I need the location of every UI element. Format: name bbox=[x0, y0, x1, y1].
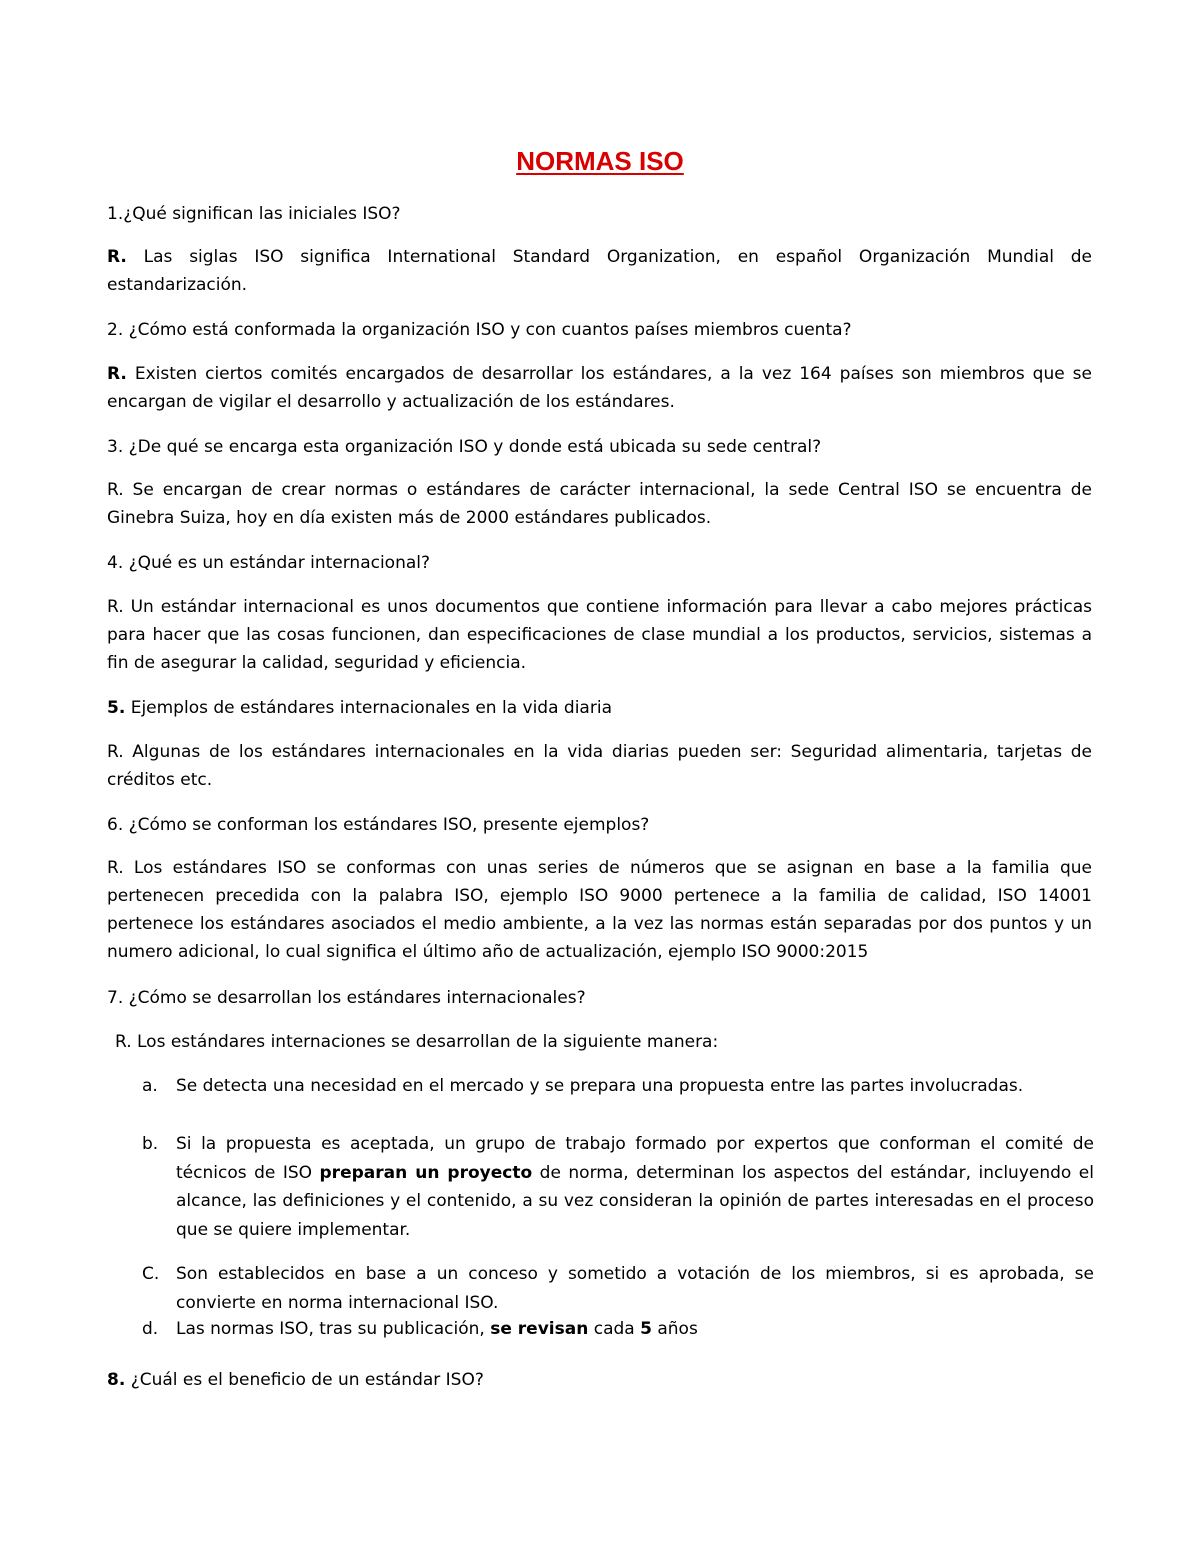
question-8 bbox=[107, 1366, 1092, 1394]
list-item-label: d. bbox=[142, 1319, 159, 1339]
list-item bbox=[0, 1315, 1200, 1345]
question-2-text: 2. ¿Cómo está conformada la organización ISO y con cuantos países miembros cuenta? bbox=[107, 320, 852, 340]
answer-3-text: R. Se encargan de crear normas o estándares de carácter internacional, la sede Central ISO se encuentra de Ginebra Suiza, hoy en día existen más de 2000 estándares publicados. bbox=[107, 480, 1092, 528]
answer-2-text: Existen ciertos comités encargados de desarrollar los estándares, a la vez 164 países son miembros que se encargan de vigilar el desarrollo y actualización de los estándares. bbox=[107, 364, 1092, 412]
question-8-number: 8. bbox=[107, 1370, 126, 1390]
answer-1 bbox=[107, 243, 1092, 299]
question-2 bbox=[107, 316, 1092, 344]
question-5-text: Ejemplos de estándares internacionales en la vida diaria bbox=[125, 698, 612, 718]
list-item-text-part: Si la propuesta es aceptada, un grupo de trabajo formado por expertos que conforman el comité de técnicos de ISO bbox=[176, 1134, 1094, 1183]
answer-7-intro bbox=[115, 1028, 1092, 1056]
list-item-bold-text: se revisan bbox=[490, 1319, 589, 1339]
list-item bbox=[0, 1260, 1200, 1318]
question-1 bbox=[107, 200, 1092, 228]
list-item-text bbox=[176, 1315, 1094, 1344]
question-6-text: 6. ¿Cómo se conforman los estándares ISO, presente ejemplos? bbox=[107, 815, 650, 835]
answer-6 bbox=[107, 854, 1092, 966]
list-item-label: a. bbox=[142, 1076, 158, 1096]
question-3 bbox=[107, 433, 1092, 461]
list-item-bold-text: 5 bbox=[640, 1319, 652, 1339]
list-item-text bbox=[176, 1130, 1094, 1244]
list-item-text: Se detecta una necesidad en el mercado y se prepara una propuesta entre las partes involucradas. bbox=[176, 1076, 1024, 1096]
answer-7-intro-text: R. Los estándares internaciones se desarrollan de la siguiente manera: bbox=[115, 1032, 719, 1052]
question-4 bbox=[107, 549, 1092, 577]
list-item-text-part: años bbox=[651, 1319, 698, 1339]
list-item-text-part: cada bbox=[588, 1319, 641, 1339]
question-7 bbox=[107, 984, 1092, 1012]
question-4-text: 4. ¿Qué es un estándar internacional? bbox=[107, 553, 431, 573]
list-item-text: Son establecidos en base a un conceso y sometido a votación de los miembros, si es aprobada, se convierte en norma internacional ISO. bbox=[176, 1264, 1094, 1313]
answer-3 bbox=[107, 476, 1092, 532]
question-6 bbox=[107, 811, 1092, 839]
question-3-text: 3. ¿De qué se encarga esta organización ISO y donde está ubicada su sede central? bbox=[107, 437, 822, 457]
answer-4 bbox=[107, 593, 1092, 677]
question-8-text: ¿Cuál es el beneficio de un estándar ISO? bbox=[125, 1370, 484, 1390]
answer-1-text: Las siglas ISO significa International Standard Organization, en español Organización Mundial de estandarización. bbox=[107, 247, 1092, 295]
answer-5 bbox=[107, 738, 1092, 794]
answer-5-text: R. Algunas de los estándares internacionales en la vida diarias pueden ser: Seguridad alimentaria, tarjetas de créditos etc. bbox=[107, 742, 1092, 790]
list-item-text-part: Las normas ISO, tras su publicación, bbox=[176, 1319, 491, 1339]
list-item bbox=[0, 1072, 1200, 1102]
list-item-bold-text: preparan un proyecto bbox=[319, 1162, 533, 1183]
question-7-text: 7. ¿Cómo se desarrollan los estándares internacionales? bbox=[107, 988, 586, 1008]
answer-4-text: R. Un estándar internacional es unos documentos que contiene información para llevar a cabo mejores prácticas para hacer que las cosas funcionen, dan especificaciones de clase mundial a los productos, servicios, sistemas a fin de asegurar la calidad, seguridad y eficiencia. bbox=[107, 597, 1092, 673]
question-5-number: 5. bbox=[107, 698, 126, 718]
list-item-label: b. bbox=[142, 1134, 159, 1154]
question-1-text: 1.¿Qué significan las iniciales ISO? bbox=[107, 204, 401, 224]
document-title: NORMAS ISO bbox=[516, 146, 684, 176]
list-item-text-part: de norma, determinan los aspectos del estándar, incluyendo el alcance, las definiciones y el contenido, a su vez consideran la opinión de partes interesadas en el proceso que se quiere implementar. bbox=[176, 1162, 1094, 1240]
answer-2-prefix: R. bbox=[107, 364, 127, 384]
list-item bbox=[0, 1130, 1200, 1246]
answer-2 bbox=[107, 360, 1092, 416]
answer-1-prefix: R. bbox=[107, 247, 127, 267]
question-5 bbox=[107, 694, 1092, 722]
answer-6-text: R. Los estándares ISO se conformas con unas series de números que se asignan en base a la familia que pertenecen precedida con la palabra ISO, ejemplo ISO 9000 pertenece a la familia de calidad, ISO 14001 pertenece los estándares asociados el medio ambiente, a la vez las normas están separadas por dos puntos y un numero adicional, lo cual significa el último año de actualización, ejemplo ISO 9000:2015 bbox=[107, 858, 1092, 962]
list-item-label: C. bbox=[142, 1264, 160, 1284]
